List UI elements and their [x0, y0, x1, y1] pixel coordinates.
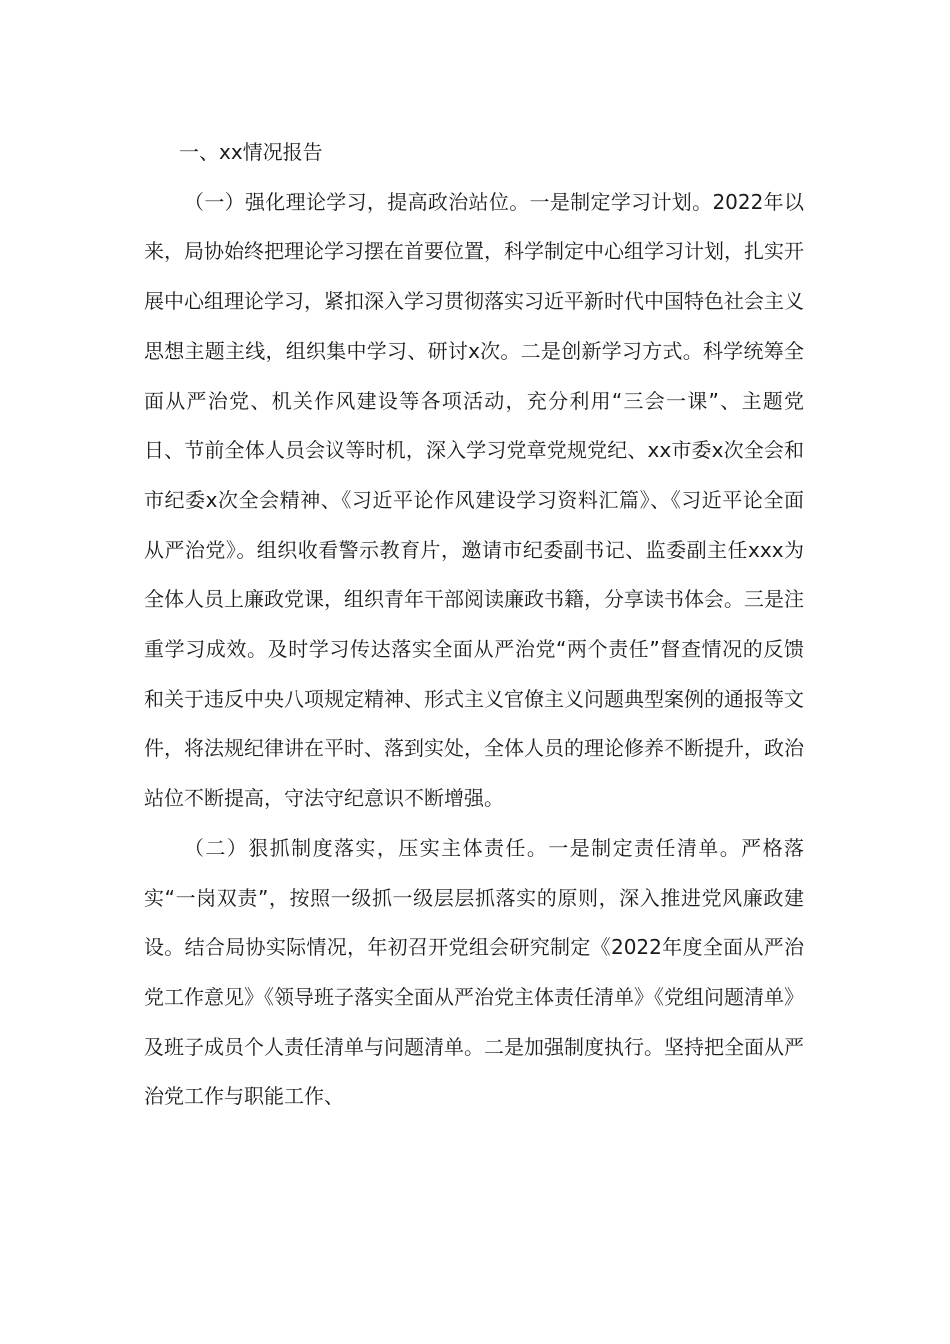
paragraph-theory-study: （一）强化理论学习，提高政治站位。一是制定学习计划。2022年以来，局协始终把理论学习摆在首要位置，科学制定中心组学习计划，扎实开展中心组理论学习，紧扣深入学习贯彻落实习近平新时代中国特色社会主义思想主题主线，组织集中学习、研讨x次。二是创新学习方式。科学统筹全面从严治党、机关作风建设等各项活动，充分利用“三会一课”、主题党日、节前全体人员会议等时机，深入学习党章党规党纪、xx市委x次全会和市纪委x次全会精神、《习近平论作风建设学习资料汇篇》、《习近平论全面从严治党》。组织收看警示教育片，邀请市纪委副书记、监委副主任xxx为全体人员上廉政党课，组织青年干部阅读廉政书籍，分享读书体会。三是注重学习成效。及时学习传达落实全面从严治党“两个责任”督查情况的反馈和关于违反中央八项规定精神、形式主义官僚主义问题典型案例的通报等文件，将法规纪律讲在平时、落到实处，全体人员的理论修养不断提升，政治站位不断提高，守法守纪意识不断增强。: [144, 189, 804, 811]
paragraph-system-implementation: （二）狠抓制度落实，压实主体责任。一是制定责任清单。严格落实“一岗双责”，按照一级抓一级层层抓落实的原则，深入推进党风廉政建设。结合局协实际情况，年初召开党组会研究制定《2022年度全面从严治党工作意见》《领导班子落实全面从严治党主体责任清单》《党组问题清单》及班子成员个人责任清单与问题清单。二是加强制度执行。坚持把全面从严治党工作与职能工作、: [144, 835, 804, 1109]
section-heading: 一、xx情况报告: [179, 140, 323, 164]
document-body: [144, 128, 804, 1122]
